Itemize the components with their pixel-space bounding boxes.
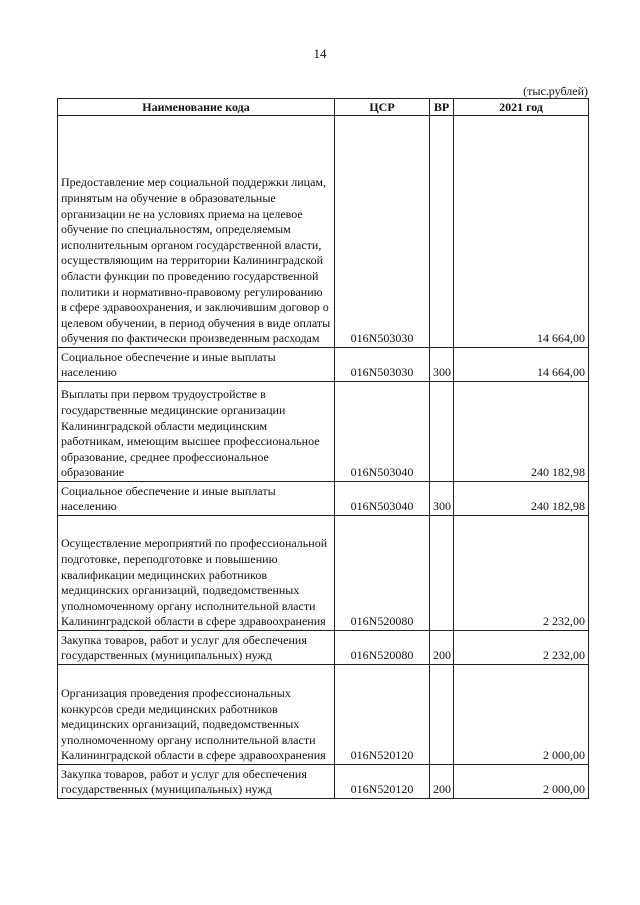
row-vr [430, 382, 454, 482]
row-amount: 240 182,98 [454, 382, 589, 482]
row-name: Социальное обеспечение и иные выплаты населению [58, 482, 335, 516]
row-name: Закупка товаров, работ и услуг для обеспечения государственных (муниципальных) нужд [58, 765, 335, 799]
row-amount: 2 232,00 [454, 631, 589, 665]
row-csr: 016N520120 [335, 665, 430, 765]
header-vr: ВР [430, 99, 454, 116]
row-vr [430, 116, 454, 348]
row-csr: 016N520080 [335, 516, 430, 631]
table-row [58, 116, 589, 348]
table-row [58, 348, 589, 382]
header-name: Наименование кода [58, 99, 335, 116]
table-row [58, 516, 589, 631]
row-name: Выплаты при первом трудоустройстве в государственные медицинские организации Калининградской области медицинским работникам, имеющим высшее профессиональное образование, среднее профессиональное образование [58, 382, 335, 482]
row-csr: 016N503030 [335, 116, 430, 348]
row-name: Социальное обеспечение и иные выплаты населению [58, 348, 335, 382]
table-header [58, 99, 589, 116]
row-name: Предоставление мер социальной поддержки лицам, принятым на обучение в образовательные организации не на условиях приема на целевое обучение по специальностям, определяемым исполнительным органом государственной власти, осуществляющим на территории Калининградской области функции по проведению государственной политики и нормативно-правовому регулированию в сфере здравоохранения, и заключившим договор о целевом обучении, в период обучения в виде оплаты обучения по фактически произведенным расходам [58, 116, 335, 348]
table-row [58, 665, 589, 765]
row-amount: 2 232,00 [454, 516, 589, 631]
row-name: Осуществление мероприятий по профессиональной подготовке, переподготовке и повышению квалификации медицинских работников медицинских организаций, подведомственных уполномоченному органу исполнительной власти Калининградской области в сфере здравоохранения [58, 516, 335, 631]
row-amount: 240 182,98 [454, 482, 589, 516]
row-name: Закупка товаров, работ и услуг для обеспечения государственных (муниципальных) нужд [58, 631, 335, 665]
units-label: (тыс.рублей) [523, 84, 588, 98]
row-csr: 016N503040 [335, 482, 430, 516]
page-number: 14 [313, 46, 327, 61]
table-row [58, 482, 589, 516]
row-vr [430, 516, 454, 631]
row-vr: 300 [430, 482, 454, 516]
table-row [58, 382, 589, 482]
header-year: 2021 год [454, 99, 589, 116]
row-csr: 016N520080 [335, 631, 430, 665]
row-vr: 200 [430, 631, 454, 665]
budget-table [57, 98, 589, 799]
row-vr: 200 [430, 765, 454, 799]
row-vr [430, 665, 454, 765]
header-csr: ЦСР [335, 99, 430, 116]
row-amount: 2 000,00 [454, 665, 589, 765]
row-csr: 016N503030 [335, 348, 430, 382]
row-csr: 016N503040 [335, 382, 430, 482]
table-body [58, 116, 589, 799]
row-amount: 14 664,00 [454, 348, 589, 382]
row-amount: 2 000,00 [454, 765, 589, 799]
row-name: Организация проведения профессиональных конкурсов среди медицинских работников медицинских организаций, подведомственных уполномоченному органу исполнительной власти Калининградской области в сфере здравоохранения [58, 665, 335, 765]
row-amount: 14 664,00 [454, 116, 589, 348]
row-csr: 016N520120 [335, 765, 430, 799]
table-row [58, 765, 589, 799]
row-vr: 300 [430, 348, 454, 382]
table-row [58, 631, 589, 665]
header-row [58, 99, 589, 116]
